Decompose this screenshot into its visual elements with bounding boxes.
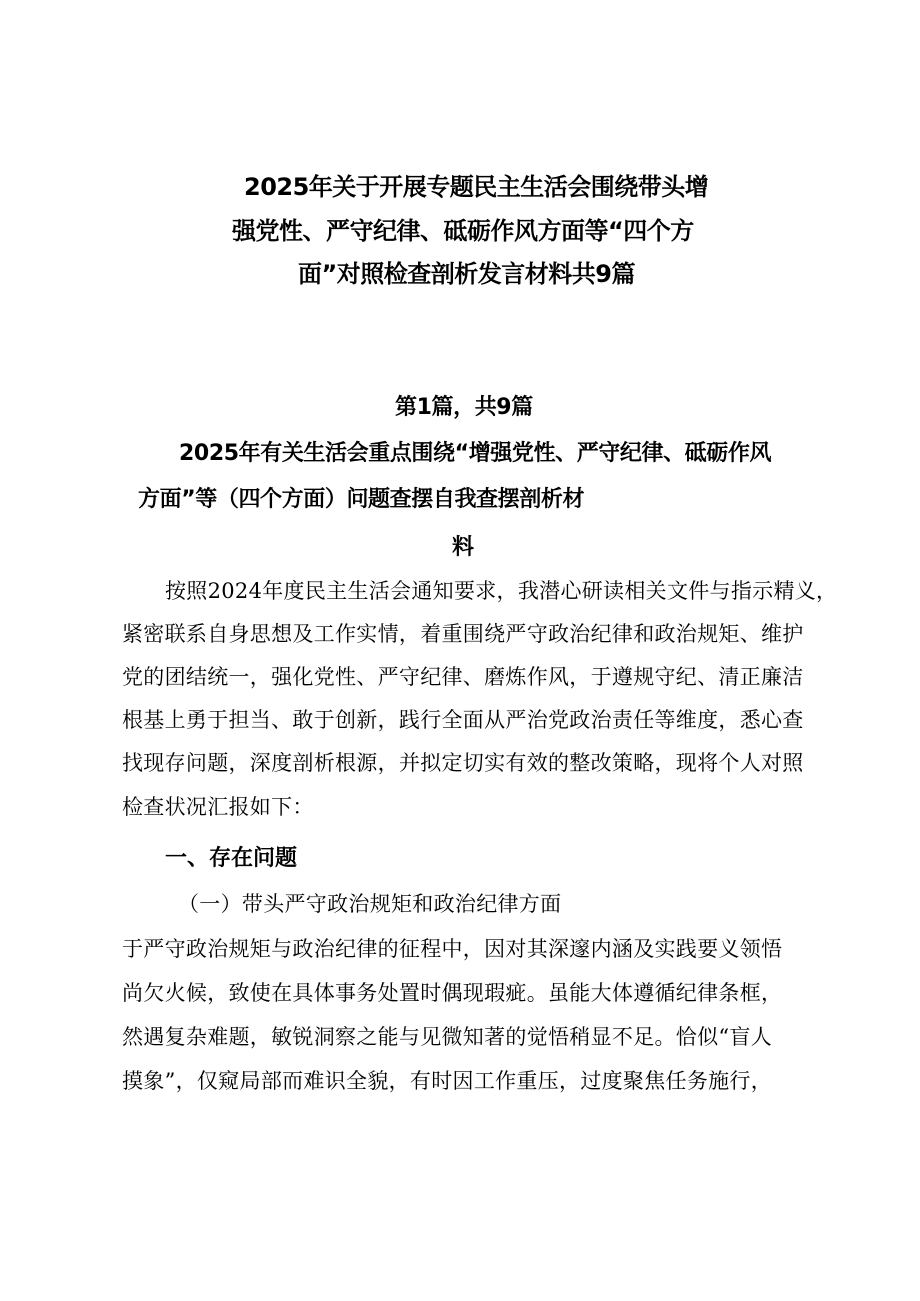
main-title-line-2: 强党性、严守纪律、砥砺作风方面等“四个方 [232,217,694,245]
article-title-line-2: 方面”等（四个方面）问题查摆自我查摆剖析材 [138,487,585,512]
intro-line: 根基上勇于担当、敢于创新，践行全面从严治党政治责任等维度，悉心查 [122,708,804,732]
body-line: 于严守政治规矩与政治纪律的征程中，因对其深邃内涵及实践要义领悟 [122,937,783,961]
intro-line: 按照2024年度民主生活会通知要求，我潜心研读相关文件与指示精义， [165,579,838,603]
intro-line: 党的团结统一，强化党性、严守纪律、磨炼作风，于遵规守纪、清正廉洁 [122,665,804,689]
body-line: 然遇复杂难题，敏锐洞察之能与见微知著的觉悟稍显不足。恰似“盲人 [122,1025,773,1049]
intro-line: 找现存问题，深度剖析根源，并拟定切实有效的整改策略，现将个人对照 [122,751,804,775]
part-label: 第1篇，共9篇 [395,395,533,420]
subsection-heading: （一）带头严守政治规矩和政治纪律方面 [178,892,562,916]
article-title-line-3: 料 [452,535,474,560]
body-line: 摸象”，仅窥局部而难识全貌，有时因工作重压，过度聚焦任务施行， [122,1069,773,1093]
intro-line: 检查状况汇报如下： [122,795,314,819]
intro-line: 紧密联系自身思想及工作实情，着重围绕严守政治纪律和政治规矩、维护 [122,622,804,646]
main-title-line-3: 面”对照检查剖析发言材料共9篇 [298,260,635,288]
main-title-line-1: 2025年关于开展专题民主生活会围绕带头增 [244,173,709,201]
body-line: 尚欠火候，致使在具体事务处置时偶现瑕疵。虽能大体遵循纪律条框， [122,981,783,1005]
article-title-line-1: 2025年有关生活会重点围绕“增强党性、严守纪律、砥砺作风 [179,441,772,466]
section-heading: 一、存在问题 [165,846,298,871]
